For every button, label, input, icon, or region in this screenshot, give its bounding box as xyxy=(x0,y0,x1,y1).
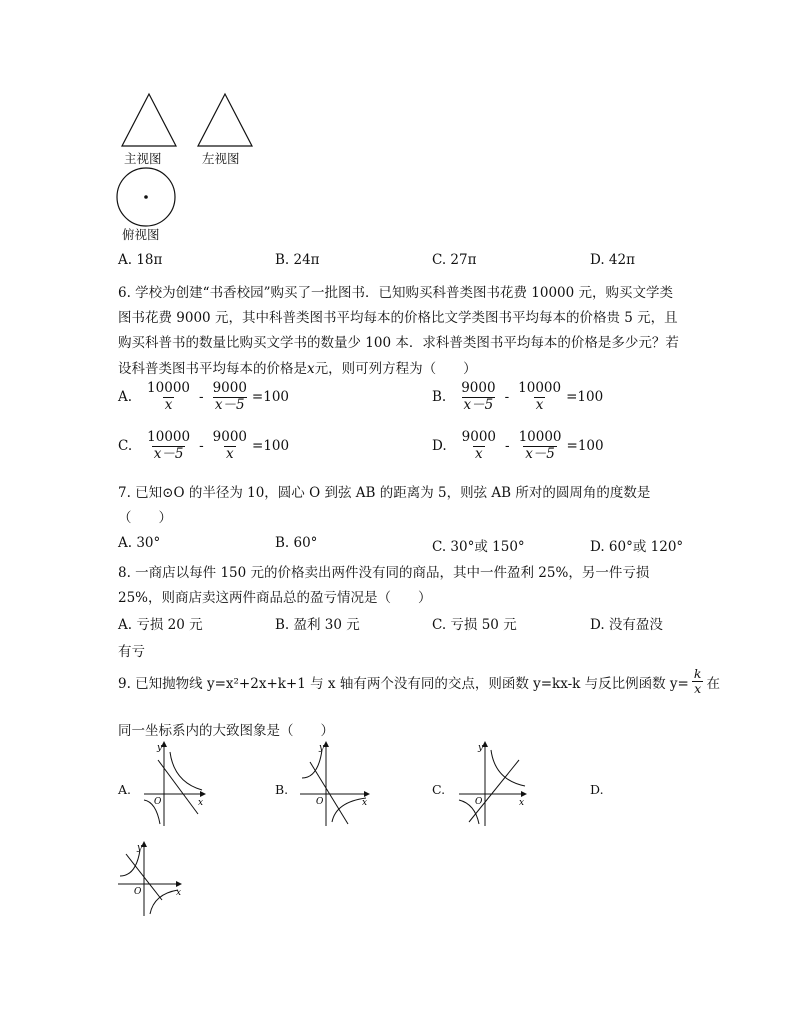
q8-line-1: 8. 一商店以每件 150 元的价格卖出两件没有同的商品，其中一件盈利 25%，另一件亏损 xyxy=(118,565,650,581)
linear-function-line xyxy=(469,760,519,822)
graph-d[interactable] xyxy=(114,838,188,918)
minus-sign: - xyxy=(504,389,510,406)
q9-fraction xyxy=(692,667,704,697)
q7-line-1: 7. 已知⊙O 的半径为 10，圆心 O 到弦 AB 的距离为 5，则弦 AB 所对的圆周角的度数是 xyxy=(118,485,651,501)
q9-option-b-label[interactable]: B. xyxy=(275,782,289,797)
q8-option-b[interactable]: B. 盈利 30 元 xyxy=(275,617,360,633)
numerator: 10000 xyxy=(518,429,562,445)
top-view-circle xyxy=(115,166,177,228)
axis-x-label: x xyxy=(362,798,368,808)
numerator: 9000 xyxy=(212,429,248,445)
hyperbola-branch xyxy=(120,850,140,876)
denominator: x－5 xyxy=(525,445,555,462)
equals-rhs: =100 xyxy=(566,389,604,406)
hyperbola-branch xyxy=(302,750,322,778)
top-view-label: 俯视图 xyxy=(122,227,160,242)
axis-y-label: y xyxy=(157,743,163,753)
q6-option-d[interactable] xyxy=(432,430,604,462)
numerator: k xyxy=(693,666,702,681)
q7-option-a[interactable]: A. 30° xyxy=(118,535,161,551)
denominator: x xyxy=(475,445,483,462)
graph-a[interactable] xyxy=(140,738,210,830)
origin-label: O xyxy=(134,887,142,897)
fraction xyxy=(211,430,249,462)
q7-option-d[interactable]: D. 60°或 120° xyxy=(590,539,684,555)
hyperbola-branch xyxy=(491,750,525,786)
fraction xyxy=(145,430,192,462)
fraction xyxy=(516,381,563,413)
q5-option-a[interactable]: A. 18π xyxy=(118,252,163,268)
q6-option-a-label: A. xyxy=(118,389,133,406)
denominator: x xyxy=(694,681,702,697)
q9-option-a-label[interactable]: A. xyxy=(118,782,132,797)
axis-y-label: y xyxy=(137,843,143,853)
numerator: 9000 xyxy=(461,380,496,396)
q8-option-d[interactable]: D. 没有盈没 xyxy=(590,617,663,633)
numerator: 9000 xyxy=(212,380,247,396)
q9-line-1-pre: 9. 已知抛物线 y=x²+2x+k+1 与 x 轴有两个没有同的交点，则函数 y=kx-k 与反比例函数 y= xyxy=(118,675,689,692)
q8-option-a[interactable]: A. 亏损 20 元 xyxy=(118,617,203,633)
q7-line-2: （ ） xyxy=(118,510,172,526)
q6-variable: x xyxy=(307,361,315,377)
q9-option-d-label[interactable]: D. xyxy=(590,782,604,797)
graph-c[interactable] xyxy=(455,738,531,830)
denominator: x－5 xyxy=(153,445,184,462)
numerator: 10000 xyxy=(147,380,190,396)
q9-line-2: 同一坐标系内的大致图象是（ ） xyxy=(118,723,334,739)
axis-x-label: x xyxy=(176,888,182,898)
q9-line-1 xyxy=(118,667,720,697)
hyperbola-branch xyxy=(150,890,178,914)
q6-option-d-label: D. xyxy=(432,438,447,455)
denominator: x－5 xyxy=(214,396,245,413)
q5-option-d[interactable]: D. 42π xyxy=(590,252,635,268)
minus-sign: - xyxy=(199,389,204,406)
q6-option-c[interactable] xyxy=(118,430,289,462)
front-view-label: 主视图 xyxy=(124,151,162,166)
q6-line-2: 图书花费 9000 元，其中科普类图书平均每本的价格比文学类图书平均每本的价格贵 5 元，且 xyxy=(118,310,678,326)
denominator: x xyxy=(226,445,234,462)
origin-label: O xyxy=(316,797,324,807)
fraction xyxy=(145,381,192,413)
q8-option-d-continued: 有亏 xyxy=(118,644,145,660)
numerator: 10000 xyxy=(518,380,562,396)
q6-line-4 xyxy=(118,357,477,377)
hyperbola-branch xyxy=(332,798,366,822)
q6-option-c-label: C. xyxy=(118,438,133,455)
q6-line-3: 购买科普书的数量比购买文学书的数量少 100 本．求科普类图书平均每本的价格是多少元？若 xyxy=(118,335,679,351)
q6-line-4-pre: 设科普类图书平均每本的价格是 xyxy=(118,361,307,377)
q5-option-c[interactable]: C. 27π xyxy=(432,252,477,268)
linear-function-line xyxy=(310,762,348,824)
fraction xyxy=(211,381,249,413)
q9-line-1-post: 在 xyxy=(706,675,720,692)
equals-rhs: =100 xyxy=(252,438,290,455)
q8-line-2: 25%，则商店卖这两件商品总的盈亏情况是（ ） xyxy=(118,590,432,606)
graph-b[interactable] xyxy=(296,738,374,830)
left-view-label: 左视图 xyxy=(202,151,240,166)
q9-option-c-label[interactable]: C. xyxy=(432,782,446,797)
q6-option-b[interactable] xyxy=(432,381,603,413)
q7-option-c[interactable]: C. 30°或 150° xyxy=(432,539,525,555)
minus-sign: - xyxy=(505,438,510,455)
fraction xyxy=(459,381,497,413)
axis-y-label: y xyxy=(319,743,325,753)
q5-option-b[interactable]: B. 24π xyxy=(275,252,320,268)
numerator: 9000 xyxy=(461,429,496,445)
minus-sign: - xyxy=(199,438,204,455)
denominator: x－5 xyxy=(463,396,494,413)
equals-rhs: =100 xyxy=(251,389,290,406)
equals-rhs: =100 xyxy=(566,438,604,455)
fraction xyxy=(460,430,498,462)
denominator: x xyxy=(535,396,544,413)
front-view-triangle xyxy=(118,92,180,148)
numerator: 10000 xyxy=(147,429,191,445)
left-view-triangle xyxy=(195,92,255,148)
origin-label: O xyxy=(475,797,483,807)
q6-option-b-label: B. xyxy=(432,389,447,406)
hyperbola-branch xyxy=(170,752,202,790)
origin-label: O xyxy=(154,797,162,807)
denominator: x xyxy=(164,396,173,413)
q6-line-4-post: 元，则可列方程为（ ） xyxy=(314,361,477,377)
axis-x-label: x xyxy=(198,798,204,808)
q6-option-a[interactable] xyxy=(118,381,289,413)
q7-option-b[interactable]: B. 60° xyxy=(275,535,318,551)
q6-line-1: 6. 学校为创建“书香校园”购买了一批图书．已知购买科普类图书花费 10000 元，购买文学类 xyxy=(118,285,674,301)
fraction xyxy=(517,430,564,462)
axis-y-label: y xyxy=(478,743,484,753)
q8-option-c[interactable]: C. 亏损 50 元 xyxy=(432,617,517,633)
axis-x-label: x xyxy=(519,798,525,808)
